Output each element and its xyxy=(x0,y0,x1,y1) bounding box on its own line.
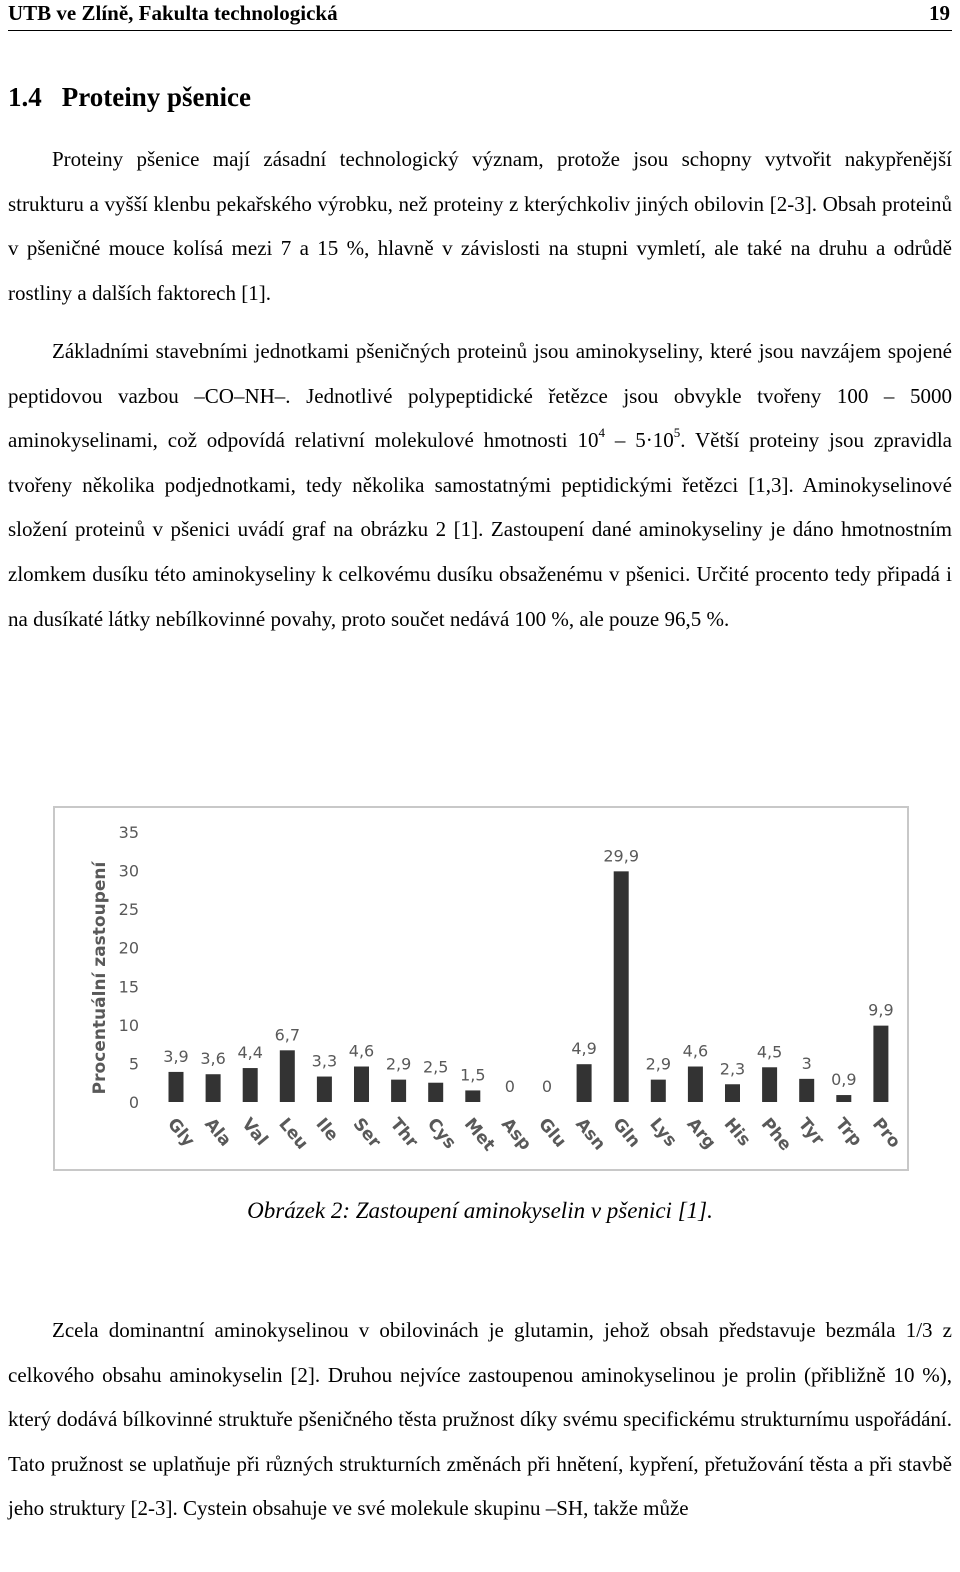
section-number: 1.4 xyxy=(8,82,42,112)
value-label: 4,5 xyxy=(756,1042,783,1062)
x-tick-label: Asn xyxy=(571,1114,610,1155)
bar-lys xyxy=(651,1080,666,1102)
x-tick-label: Asp xyxy=(497,1114,536,1155)
value-label: 0 xyxy=(504,1077,515,1096)
header-institution: UTB ve Zlíně, Fakulta technologická xyxy=(8,1,338,25)
value-label: 3,9 xyxy=(163,1046,189,1066)
paragraph-1 xyxy=(8,137,952,315)
bar-his xyxy=(725,1084,740,1102)
value-label: 2,9 xyxy=(645,1054,672,1074)
bar-trp xyxy=(836,1095,851,1102)
paragraph-2-text-b: – 5·10 xyxy=(605,428,674,453)
x-tick-label: Gln xyxy=(608,1114,645,1152)
x-tick-label: His xyxy=(719,1114,755,1151)
value-label: 2,3 xyxy=(719,1059,746,1079)
x-tick-label: Phe xyxy=(756,1114,796,1155)
section-heading xyxy=(8,82,251,113)
value-label: 0 xyxy=(541,1077,553,1096)
y-tick-label: 35 xyxy=(118,823,139,842)
exponent-5: 5 xyxy=(673,425,681,441)
y-tick-label: 25 xyxy=(118,900,139,920)
paragraph-2-text-a: Základními stavebními jednotkami pšeničných proteinů jsou aminokyseliny, které jsou navzájem spojené peptidovou vazbou –CO–NH–. Jednotlivé polypeptidické řetězce jsou obvykle tvořeny 100 – 5000 aminokyselinami, což odpovídá relativní molekulové hmotnosti 10 xyxy=(8,339,952,453)
x-tick-label: Ala xyxy=(200,1114,236,1151)
bar-thr xyxy=(391,1080,406,1102)
section-title: Proteiny pšenice xyxy=(61,82,251,112)
chart-svg xyxy=(55,808,907,1169)
paragraph-3 xyxy=(8,1308,952,1531)
x-tick-label: Ile xyxy=(311,1114,343,1146)
x-tick-label: Thr xyxy=(385,1114,422,1152)
value-label: 2,5 xyxy=(422,1057,449,1077)
exponent-4: 4 xyxy=(598,425,605,441)
bar-pro xyxy=(873,1026,888,1102)
bar-cys xyxy=(428,1083,443,1102)
x-axis-labels xyxy=(163,1114,904,1155)
y-tick-label: 5 xyxy=(128,1054,139,1074)
value-label: 4,9 xyxy=(571,1039,597,1059)
x-tick-label: Tyr xyxy=(793,1114,828,1150)
x-tick-label: Val xyxy=(237,1114,272,1150)
x-tick-label: Trp xyxy=(830,1114,866,1151)
x-tick-label: Gly xyxy=(163,1114,199,1151)
y-tick-label: 30 xyxy=(118,861,139,881)
x-tick-label: Lys xyxy=(645,1114,681,1151)
value-label: 4,6 xyxy=(348,1041,375,1061)
value-label: 3,6 xyxy=(200,1049,226,1069)
amino-acid-chart xyxy=(53,806,909,1171)
bar-ile xyxy=(317,1077,332,1102)
y-tick-label: 10 xyxy=(118,1015,139,1035)
paragraph-2-text-c: . Větší proteiny jsou zpravidla tvořeny několika podjednotkami, tedy několika samostatnými peptidickými řetězci [1,3]. Aminokyselinové složení proteinů v pšenici uvádí graf na obrázku 2 [1]. Zastoupení dané aminokyseliny je dáno hmotnostním zlomkem dusíku této aminokyseliny k celkovému dusíku obsaženému v pšenici. Určité procento tedy připadá i na dusíkaté látky nebílkovinné povahy, proto součet nedává 100 %, ale pouze 96,5 %. xyxy=(8,428,952,631)
value-label: 9,9 xyxy=(868,1000,894,1020)
paragraph-2 xyxy=(8,329,952,641)
value-label: 2,9 xyxy=(385,1054,412,1074)
bar-gln xyxy=(614,871,629,1102)
value-label: 1,5 xyxy=(460,1065,486,1085)
paragraph-3-text: Zcela dominantní aminokyselinou v obilovinách je glutamin, jehož obsah představuje bezmála 1/3 z celkového obsahu aminokyselin [2]. Druhou nejvíce zastoupenou aminokyselinou je prolin (přibližně 10 %), který dodává bílkovinné struktuře pšeničného těsta pružnost díky svému specifickému strukturnímu uspořádání. Tato pružnost se uplatňuje při různých strukturních změnách při hnětení, kypření, přetužování těsta a při stavbě jeho struktury [2-3]. Cystein obsahuje ve své molekule skupinu –SH, takže může xyxy=(8,1318,952,1521)
x-tick-label: Met xyxy=(459,1114,499,1156)
bar-met xyxy=(465,1090,480,1102)
bar-leu xyxy=(280,1050,295,1102)
x-tick-label: Ser xyxy=(348,1114,385,1152)
value-label: 0,9 xyxy=(831,1070,857,1090)
bar-phe xyxy=(762,1067,777,1102)
running-header xyxy=(8,0,952,31)
x-tick-label: Leu xyxy=(274,1114,312,1154)
value-labels xyxy=(163,846,893,1096)
value-label: 3 xyxy=(801,1053,812,1073)
value-label: 4,4 xyxy=(237,1043,263,1063)
x-tick-label: Glu xyxy=(534,1114,570,1152)
value-label: 6,7 xyxy=(274,1025,301,1045)
value-label: 4,6 xyxy=(682,1041,709,1061)
bar-tyr xyxy=(799,1079,814,1102)
y-axis-ticks xyxy=(119,823,139,1112)
value-label: 29,9 xyxy=(603,846,640,866)
x-tick-label: Pro xyxy=(868,1114,905,1153)
bar-gly xyxy=(169,1072,184,1102)
bar-ser xyxy=(354,1067,369,1102)
bar-asn xyxy=(577,1064,592,1102)
bars xyxy=(169,871,889,1102)
x-tick-label: Arg xyxy=(682,1114,720,1154)
y-tick-label: 20 xyxy=(118,938,139,958)
y-tick-label: 0 xyxy=(128,1093,139,1112)
paragraph-1-text: Proteiny pšenice mají zásadní technologický význam, protože jsou schopny vytvořit nakypřenější strukturu a vyšší klenbu pekařského výrobku, než proteiny z kterýchkoliv jiných obilovin [2-3]. Obsah proteinů v pšeničné mouce kolísá mezi 7 a 15 %, hlavně v závislosti na stupni vymletí, ale také na druhu a odrůdě rostliny a dalších faktorech [1]. xyxy=(8,147,952,305)
page-number: 19 xyxy=(929,1,950,25)
value-label: 3,3 xyxy=(311,1051,338,1071)
y-axis-label: Procentuální zastoupení xyxy=(90,861,110,1095)
y-tick-label: 15 xyxy=(118,977,139,997)
bar-ala xyxy=(206,1074,221,1102)
bar-val xyxy=(243,1068,258,1102)
figure-caption: Obrázek 2: Zastoupení aminokyselin v pšenici [1]. xyxy=(247,1198,713,1223)
x-tick-label: Cys xyxy=(422,1114,460,1154)
bar-arg xyxy=(688,1067,703,1102)
